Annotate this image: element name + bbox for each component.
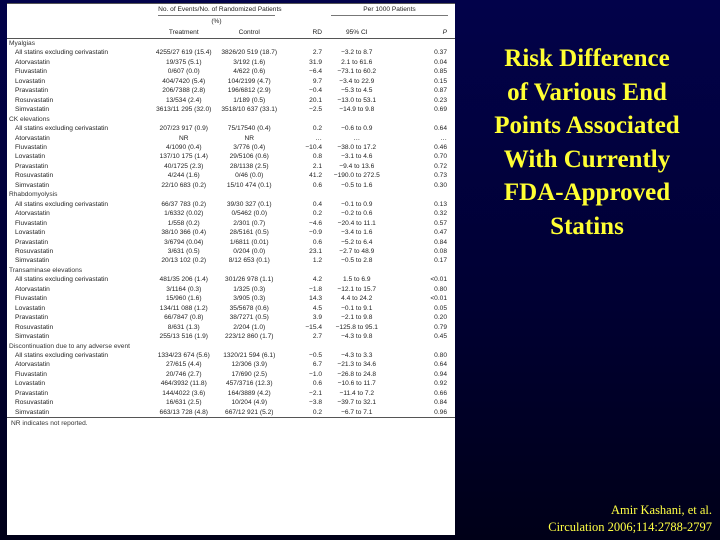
header-percent-label: (%) <box>211 18 222 25</box>
rd-value: 41.2 <box>309 172 322 180</box>
row-label: All statins excluding cerivastatin <box>15 351 109 359</box>
row-label: Rosuvastatin <box>15 323 54 331</box>
ci-value: −0.5 to 2.8 <box>341 257 373 265</box>
control-value: 0/204 (0.0) <box>233 247 266 255</box>
rd-value: −2.1 <box>308 389 322 397</box>
ci-value: −0.5 to 1.6 <box>341 181 373 189</box>
section-header <box>7 190 455 199</box>
control-value: 196/6812 (2.9) <box>227 87 271 95</box>
row-label: Pravastatin <box>15 238 48 246</box>
col-ci: 95% CI <box>324 27 390 39</box>
ci-value: −5.2 to 6.4 <box>341 238 373 246</box>
rd-value: −0.4 <box>308 87 322 95</box>
col-p: P <box>390 27 456 39</box>
row-label: Rosuvastatin <box>15 96 54 104</box>
p-value: 0.92 <box>434 380 447 388</box>
section-title: Discontinuation due to any adverse event <box>9 342 130 350</box>
control-value: 38/7271 (0.5) <box>229 314 269 322</box>
treatment-value: 134/11 088 (1.2) <box>159 304 208 312</box>
treatment-value: 19/375 (5.1) <box>165 58 202 66</box>
row-label: Simvastatin <box>15 333 50 341</box>
ci-value: −3.4 to 22.9 <box>339 77 375 85</box>
ci-value: −39.7 to 32.1 <box>337 399 377 407</box>
row-label: Fluvastatin <box>15 68 47 76</box>
col-rd: RD <box>282 27 324 39</box>
p-value: 0.96 <box>390 408 456 418</box>
title-line: Statins <box>550 212 624 240</box>
header-per-1000-group: Per 1000 Patients <box>324 4 455 17</box>
row-label: All statins excluding cerivastatin <box>15 200 109 208</box>
control-value: 12/306 (3.9) <box>231 361 268 369</box>
ci-value: −0.1 to 0.9 <box>341 200 373 208</box>
row-label: Fluvastatin <box>15 219 47 227</box>
section-title: CK elevations <box>9 115 50 123</box>
table-row <box>7 77 455 86</box>
p-value: 0.80 <box>434 285 447 293</box>
p-value: 0.04 <box>434 58 447 66</box>
treatment-value: 481/35 206 (1.4) <box>159 276 208 284</box>
control-value: 3/776 (0.4) <box>233 143 266 151</box>
ci-value: −5.3 to 4.5 <box>341 87 373 95</box>
p-value: 0.64 <box>434 125 447 133</box>
treatment-value: 27/615 (4.4) <box>165 361 202 369</box>
row-label: Atorvastatin <box>15 58 50 66</box>
rd-value: 3.9 <box>312 314 322 322</box>
row-label: All statins excluding cerivastatin <box>15 276 109 284</box>
treatment-value: 464/3932 (11.8) <box>160 380 207 388</box>
ci-value: −10.6 to 11.7 <box>337 380 376 388</box>
row-label: Lovastatin <box>15 304 46 312</box>
section-header <box>7 266 455 275</box>
title-line: of Various End <box>507 78 667 106</box>
table-row <box>7 48 455 57</box>
rd-value: 0.4 <box>312 200 322 208</box>
slide-title <box>468 42 706 243</box>
control-value: 8/12 653 (0.1) <box>228 257 270 265</box>
ci-value: −14.9 to 9.8 <box>339 106 375 114</box>
row-label: Simvastatin <box>15 106 50 114</box>
ci-value: −3.4 to 1.6 <box>341 229 373 237</box>
treatment-value: 66/7847 (0.8) <box>164 314 204 322</box>
col-treatment: Treatment <box>151 27 217 39</box>
header-events-group: No. of Events/No. of Randomized Patients <box>151 4 282 17</box>
table-header-row-1 <box>7 4 455 17</box>
row-label: Atorvastatin <box>15 285 50 293</box>
table-row <box>7 200 455 209</box>
row-label: Simvastatin <box>7 408 151 418</box>
row-label: Simvastatin <box>15 181 50 189</box>
table-row <box>7 171 455 180</box>
treatment-value: 22/10 683 (0.2) <box>161 181 207 189</box>
ci-value: −4.3 to 3.3 <box>341 351 373 359</box>
p-value: 0.66 <box>434 389 447 397</box>
control-value: 2/204 (1.0) <box>233 323 266 331</box>
ci-value: −125.8 to 95.1 <box>335 323 378 331</box>
p-value: 0.94 <box>434 370 447 378</box>
table-row <box>7 247 455 256</box>
rd-value: 2.7 <box>312 333 322 341</box>
citation-reference: Circulation 2006;114:2788-2797 <box>548 519 712 534</box>
row-label: Atorvastatin <box>15 361 50 369</box>
table-row <box>7 379 455 388</box>
citation <box>548 502 712 535</box>
rd-value: 0.6 <box>312 238 322 246</box>
section-header <box>7 115 455 124</box>
control-value: 75/17540 (0.4) <box>227 125 271 133</box>
rd-value: 0.6 <box>312 380 322 388</box>
treatment-value: 4/1090 (0.4) <box>165 143 202 151</box>
p-value: 0.85 <box>434 68 447 76</box>
rd-value: 0.8 <box>312 153 322 161</box>
rd-value: 0.2 <box>312 125 322 133</box>
rd-value: −0.5 <box>308 351 322 359</box>
p-value: 0.69 <box>434 106 447 114</box>
table-row <box>7 285 455 294</box>
control-value: 457/3716 (12.3) <box>225 380 273 388</box>
citation-author: Amir Kashani, et al. <box>610 503 712 517</box>
control-value: 1/325 (0.3) <box>233 285 266 293</box>
treatment-value: 206/7388 (2.8) <box>162 87 206 95</box>
treatment-value: 13/534 (2.4) <box>165 96 202 104</box>
rd-value: 0.2 <box>282 408 324 418</box>
treatment-value: 16/631 (2.5) <box>165 399 202 407</box>
table-body <box>7 39 455 418</box>
p-value: 0.57 <box>434 219 447 227</box>
table-row <box>7 313 455 322</box>
control-value: 667/12 921 (5.2) <box>217 408 283 418</box>
p-value: 0.46 <box>434 143 447 151</box>
ci-value: −12.1 to 15.7 <box>337 285 377 293</box>
control-value: 3/192 (1.6) <box>233 58 266 66</box>
ci-value: −3.1 to 4.6 <box>341 153 373 161</box>
control-value: 28/1138 (2.5) <box>229 162 269 170</box>
treatment-value: 20/13 102 (0.2) <box>161 257 207 265</box>
treatment-value: 3/1164 (0.3) <box>166 285 202 293</box>
control-value: 29/5106 (0.6) <box>229 153 269 161</box>
ci-value: −2.7 to 48.9 <box>339 247 375 255</box>
table-row <box>7 360 455 369</box>
rd-value: −6.4 <box>308 68 322 76</box>
p-value: 0.37 <box>434 49 447 57</box>
rd-value: 0.6 <box>312 181 322 189</box>
rd-value: 4.5 <box>312 304 322 312</box>
table-column-headers <box>7 27 455 39</box>
row-label: Lovastatin <box>15 77 46 85</box>
rd-value: −2.5 <box>308 106 322 114</box>
control-value: NR <box>244 134 255 142</box>
p-value: <0.01 <box>430 276 447 284</box>
results-table <box>7 3 455 418</box>
control-value: 35/5678 (0.6) <box>229 304 269 312</box>
row-label: Atorvastatin <box>15 134 50 142</box>
rd-value: −4.6 <box>308 219 322 227</box>
p-value: 0.73 <box>434 172 447 180</box>
control-value: 0/5462 (0.0) <box>231 210 268 218</box>
table-row <box>7 105 455 114</box>
table-row <box>7 219 455 228</box>
ci-value: 1.5 to 6.9 <box>343 276 371 284</box>
treatment-value: 4255/27 619 (15.4) <box>155 49 212 57</box>
title-line: FDA-Approved <box>503 179 671 206</box>
row-label: Simvastatin <box>15 257 50 265</box>
rd-value: 31.9 <box>309 58 322 66</box>
table-row <box>7 389 455 398</box>
table-footnote: NR indicates not reported. <box>11 420 88 428</box>
title-line: Points Associated <box>494 112 680 139</box>
ci-value: 2.1 to 61.6 <box>341 58 373 66</box>
section-header <box>7 342 455 351</box>
control-value: 104/2199 (4.7) <box>227 77 271 85</box>
ci-value: −20.4 to 11.1 <box>337 219 376 227</box>
rd-value: −0.9 <box>308 229 322 237</box>
row-label: Fluvastatin <box>15 143 47 151</box>
p-value: 0.23 <box>434 96 447 104</box>
row-label: Lovastatin <box>15 229 46 237</box>
treatment-value: 207/23 917 (0.9) <box>159 125 208 133</box>
ci-value: −26.8 to 24.8 <box>337 370 377 378</box>
table-row <box>7 275 455 284</box>
title-line: With Currently <box>503 145 671 173</box>
p-value: 0.84 <box>434 399 447 407</box>
rd-value: −10.4 <box>305 143 322 151</box>
rd-value: −15.4 <box>305 323 322 331</box>
p-value: 0.64 <box>434 361 447 369</box>
table-row <box>7 351 455 360</box>
table-row <box>7 304 455 313</box>
p-value: 0.79 <box>434 323 447 331</box>
table-row <box>7 96 455 105</box>
p-value: 0.45 <box>434 333 447 341</box>
control-value: 301/26 978 (1.1) <box>225 276 274 284</box>
rd-value: … <box>315 134 322 142</box>
table-row <box>7 398 455 407</box>
row-label: Fluvastatin <box>15 370 47 378</box>
ci-value: 4.4 to 24.2 <box>341 295 373 303</box>
treatment-value: 15/960 (1.6) <box>165 295 202 303</box>
treatment-value: 255/13 516 (1.9) <box>159 333 208 341</box>
treatment-value: 38/10 366 (0.4) <box>161 229 207 237</box>
row-label: Pravastatin <box>15 162 48 170</box>
ci-value: … <box>353 134 361 142</box>
table-row <box>7 323 455 332</box>
control-value: 4/622 (0.6) <box>233 68 266 76</box>
control-value: 1/6811 (0.01) <box>229 238 269 246</box>
section-title: Rhabdomyolysis <box>9 191 58 199</box>
table-row <box>7 238 455 247</box>
treatment-value: 404/7420 (5.4) <box>162 77 206 85</box>
treatment-value: 20/746 (2.7) <box>165 370 202 378</box>
ci-value: −9.4 to 13.6 <box>339 162 375 170</box>
row-label: Rosuvastatin <box>15 399 54 407</box>
table-row <box>7 134 455 143</box>
p-value: 0.72 <box>434 162 447 170</box>
p-value: 0.84 <box>434 238 447 246</box>
treatment-value: 144/4022 (3.6) <box>162 389 206 397</box>
row-label: Pravastatin <box>15 314 48 322</box>
treatment-value: 137/10 175 (1.4) <box>159 153 208 161</box>
rd-value: −3.8 <box>308 399 322 407</box>
p-value: 0.70 <box>434 153 447 161</box>
p-value: … <box>440 134 447 142</box>
ci-value: −2.1 to 9.8 <box>341 314 373 322</box>
treatment-value: 66/37 783 (0.2) <box>161 200 207 208</box>
p-value: 0.80 <box>434 351 447 359</box>
ci-value: −38.0 to 17.2 <box>337 143 377 151</box>
row-label: Pravastatin <box>15 389 48 397</box>
ci-value: −11.4 to 7.2 <box>339 389 375 397</box>
table-row <box>7 152 455 161</box>
treatment-value: NR <box>178 134 189 142</box>
treatment-value: 3613/11 295 (32.0) <box>156 106 212 114</box>
rd-value: 2.7 <box>312 49 322 57</box>
section-title: Transaminase elevations <box>9 266 83 274</box>
treatment-value: 40/1725 (2.3) <box>164 162 204 170</box>
rd-value: 2.1 <box>312 162 322 170</box>
treatment-value: 0/607 (0.0) <box>167 68 200 76</box>
control-value: 15/10 474 (0.1) <box>226 181 272 189</box>
table-row <box>7 143 455 152</box>
title-line: Risk Difference <box>504 45 670 72</box>
ci-value: −4.3 to 9.8 <box>341 333 373 341</box>
control-value: 3826/20 519 (18.7) <box>221 49 278 57</box>
table-row <box>7 228 455 237</box>
rd-value: 14.3 <box>309 295 322 303</box>
treatment-value: 1334/23 674 (5.6) <box>157 351 210 359</box>
p-value: 0.05 <box>434 304 447 312</box>
p-value: 0.17 <box>434 257 447 265</box>
treatment-value: 3/631 (0.5) <box>167 247 200 255</box>
table-row <box>7 209 455 218</box>
table-row <box>7 332 455 341</box>
rd-value: 23.1 <box>309 247 322 255</box>
row-label: All statins excluding cerivastatin <box>15 49 109 57</box>
rd-value: 6.7 <box>312 361 322 369</box>
table-row <box>7 181 455 190</box>
p-value: 0.47 <box>434 229 447 237</box>
rd-value: 9.7 <box>312 77 322 85</box>
rd-value: −1.8 <box>308 285 322 293</box>
control-value: 223/12 860 (1.7) <box>225 333 274 341</box>
table-row <box>7 86 455 95</box>
control-value: 28/5161 (0.5) <box>229 229 269 237</box>
table-row <box>7 162 455 171</box>
ci-value: −0.6 to 0.9 <box>341 125 373 133</box>
table-row <box>7 58 455 67</box>
ci-value: −73.1 to 60.2 <box>337 68 377 76</box>
ci-value: −21.3 to 34.6 <box>337 361 377 369</box>
treatment-value: 1/6332 (0.02) <box>164 210 204 218</box>
row-label: Lovastatin <box>15 380 46 388</box>
treatment-value: 1/558 (0.2) <box>167 219 200 227</box>
control-value: 164/3889 (4.2) <box>227 389 271 397</box>
treatment-value: 663/13 728 (4.8) <box>151 408 217 418</box>
table-row <box>7 256 455 265</box>
table-row <box>7 67 455 76</box>
rd-value: −1.0 <box>308 370 322 378</box>
p-value: <0.01 <box>430 295 447 303</box>
row-label: All statins excluding cerivastatin <box>15 125 109 133</box>
p-value: 0.20 <box>434 314 447 322</box>
ci-value: −13.0 to 53.1 <box>337 96 377 104</box>
p-value: 0.08 <box>434 247 447 255</box>
row-label: Lovastatin <box>15 153 46 161</box>
rd-value: 4.2 <box>312 276 322 284</box>
col-control: Control <box>217 27 283 39</box>
p-value: 0.13 <box>434 200 447 208</box>
table-header-row-2 <box>7 16 455 27</box>
table-row <box>7 370 455 379</box>
p-value: 0.15 <box>434 77 447 85</box>
section-header <box>7 39 455 49</box>
treatment-value: 4/244 (1.6) <box>167 172 200 180</box>
control-value: 3/905 (0.3) <box>233 295 266 303</box>
control-value: 10/204 (4.9) <box>231 399 268 407</box>
row-label: Fluvastatin <box>15 295 47 303</box>
ci-value: −0.2 to 0.6 <box>341 210 373 218</box>
ci-value: −3.2 to 8.7 <box>341 49 373 57</box>
control-value: 17/690 (2.5) <box>231 370 268 378</box>
table-row <box>7 294 455 303</box>
control-value: 1320/21 594 (6.1) <box>223 351 276 359</box>
treatment-value: 3/6794 (0.04) <box>164 238 204 246</box>
p-value: 0.87 <box>434 87 447 95</box>
section-title: Myalgias <box>9 40 36 47</box>
p-value: 0.30 <box>434 181 447 189</box>
row-label: Pravastatin <box>15 87 48 95</box>
results-table-panel <box>7 3 455 535</box>
row-label: Rosuvastatin <box>15 172 54 180</box>
table-row <box>7 408 455 418</box>
rd-value: 20.1 <box>309 96 322 104</box>
rd-value: 1.2 <box>312 257 322 265</box>
ci-value: −0.1 to 9.1 <box>341 304 373 312</box>
rd-value: 0.2 <box>312 210 322 218</box>
ci-value: −190.0 to 272.5 <box>333 172 380 180</box>
control-value: 0/46 (0.0) <box>235 172 264 180</box>
control-value: 39/30 327 (0.1) <box>226 200 272 208</box>
table-row <box>7 124 455 133</box>
control-value: 3518/10 637 (33.1) <box>221 106 278 114</box>
control-value: 2/301 (0.7) <box>233 219 266 227</box>
treatment-value: 8/631 (1.3) <box>167 323 200 331</box>
row-label: Rosuvastatin <box>15 247 54 255</box>
control-value: 1/189 (0.5) <box>233 96 266 104</box>
ci-value: −6.7 to 7.1 <box>324 408 390 418</box>
p-value: 0.32 <box>434 210 447 218</box>
row-label: Atorvastatin <box>15 210 50 218</box>
